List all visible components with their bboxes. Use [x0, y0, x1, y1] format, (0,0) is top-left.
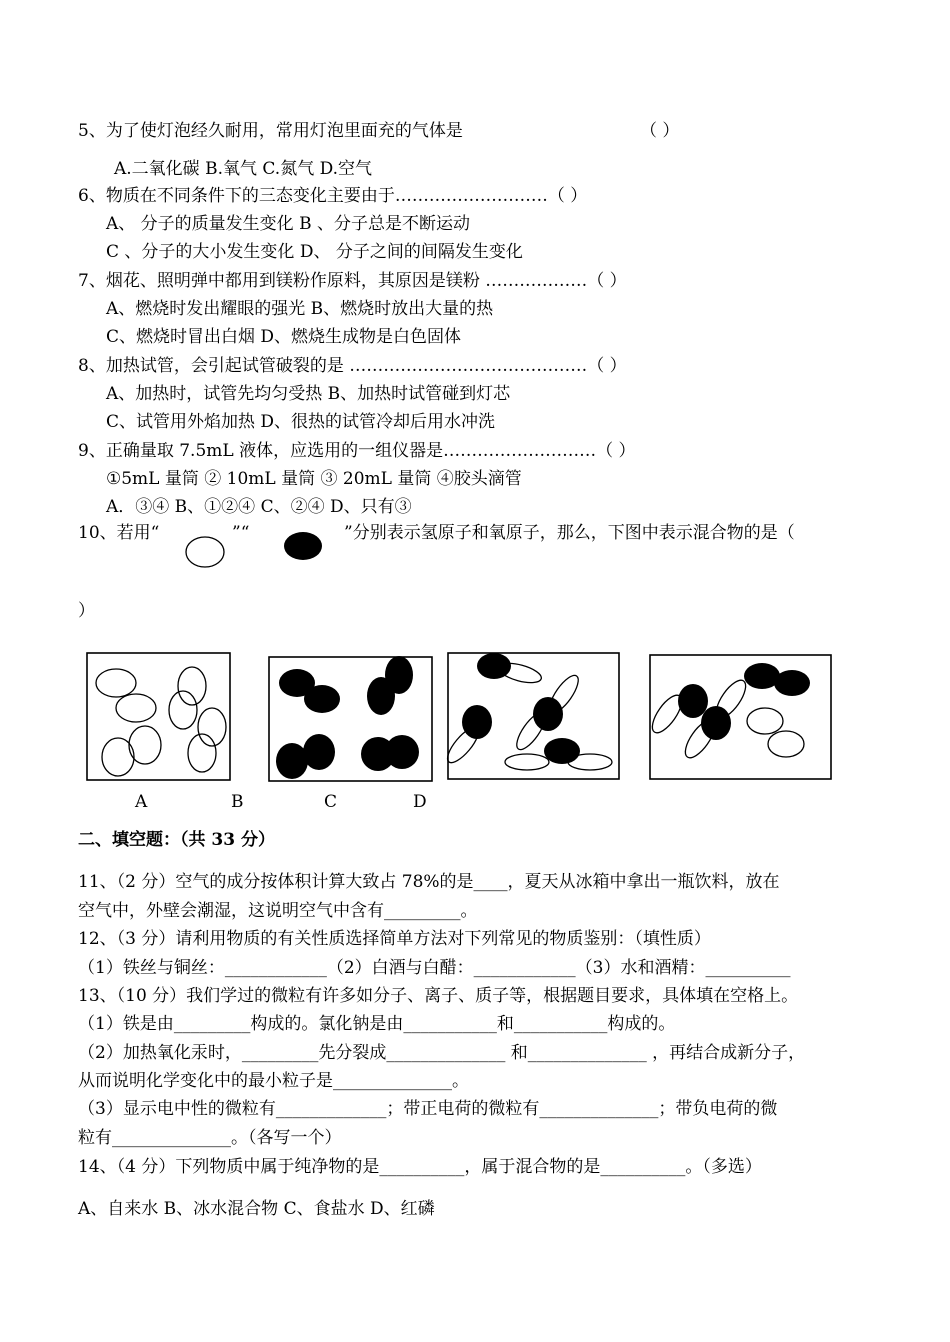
q13-line-4: 从而说明化学变化中的最小粒子是______________。	[78, 1071, 469, 1091]
oxygen-atom-legend	[284, 532, 322, 560]
diagram-box-b	[269, 656, 432, 781]
section-2-title: 二、填空题：（共 33 分）	[78, 830, 275, 850]
box-label-a: A	[135, 792, 148, 812]
q10-stem-close: ）	[78, 601, 95, 621]
q5-answer-bracket: （ ）	[640, 121, 680, 141]
q13-line-6: 粒有______________。（各写一个）	[78, 1128, 342, 1148]
q6-options-cd: C 、分子的大小发生变化 D、 分子之间的间隔发生变化	[106, 242, 523, 262]
q11-line-1: 11、（2 分）空气的成分按体积计算大致占 78%的是____，夏天从冰箱中拿出一瓶饮料，放在	[78, 872, 780, 892]
diagram-box-a	[87, 653, 230, 780]
q8-options-cd: C、试管用外焰加热 D、很热的试管冷却后用水冲洗	[106, 412, 496, 432]
q13-line-2: （1）铁是由_________构成的。氯化钠是由___________和___________构成的。	[78, 1014, 676, 1034]
diagram-box-c	[443, 653, 619, 779]
box-label-c: C	[324, 792, 338, 812]
hydrogen-atom-legend	[186, 537, 224, 567]
q13-line-1: 13、（10 分）我们学过的微粒有许多如分子、离子、质子等，根据题目要求，具体填在空格上。	[78, 986, 799, 1006]
q10-stem-mid: ”“	[232, 523, 250, 543]
q8-options-ab: A、加热时，试管先均匀受热 B、加热时试管碰到灯芯	[106, 384, 511, 404]
q12-line-1: 12、（3 分）请利用物质的有关性质选择简单方法对下列常见的物质鉴别：（填性质）	[78, 929, 711, 949]
q7-stem: 7、烟花、照明弹中都用到镁粉作原料，其原因是镁粉 ………………（ ）	[78, 271, 627, 291]
q5-options: A.二氧化碳 B.氧气 C.氮气 D.空气	[114, 159, 373, 179]
q14-line-1: 14、（4 分）下列物质中属于纯净物的是__________，属于混合物的是__________。（多选）	[78, 1157, 762, 1177]
q13-line-5: （3）显示电中性的微粒有_____________；带正电荷的微粒有______________；带负电荷的微	[78, 1099, 778, 1119]
q9-options: A．③④ B、①②④ C、②④ D、只有③	[106, 497, 412, 517]
q14-options: A、自来水 B、冰水混合物 C、食盐水 D、红磷	[78, 1199, 435, 1219]
q12-line-2: （1）铁丝与铜丝：____________（2）白酒与白醋：____________（3）水和酒精：__________	[78, 958, 791, 978]
q10-stem-start: 10、若用“	[78, 523, 160, 543]
q7-options-ab: A、燃烧时发出耀眼的强光 B、燃烧时放出大量的热	[106, 299, 494, 319]
box-label-b: B	[231, 792, 244, 812]
q9-instruments: ①5mL 量筒 ② 10mL 量筒 ③ 20mL 量筒 ④胶头滴管	[106, 469, 522, 489]
q13-line-3: （2）加热氧化汞时，_________先分裂成______________ 和______________ ，再结合成新分子，	[78, 1043, 806, 1063]
q9-stem: 9、正确量取 7.5mL 液体，应选用的一组仪器是………………………（ ）	[78, 441, 636, 461]
q7-options-cd: C、燃烧时冒出白烟 D、燃烧生成物是白色固体	[106, 327, 462, 347]
q10-stem-end: ”分别表示氢原子和氧原子，那么，下图中表示混合物的是（	[344, 523, 795, 543]
q11-line-2: 空气中，外壁会潮湿，这说明空气中含有_________。	[78, 901, 478, 921]
diagram-box-d	[647, 655, 831, 779]
q6-options-ab: A、 分子的质量发生变化 B 、分子总是不断运动	[106, 214, 470, 234]
q6-stem: 6、物质在不同条件下的三态变化主要由于………………………（ ）	[78, 186, 588, 206]
box-label-d: D	[413, 792, 427, 812]
q5-stem: 5、为了使灯泡经久耐用，常用灯泡里面充的气体是	[78, 121, 463, 141]
q8-stem: 8、加热试管，会引起试管破裂的是 ……………………………………（ ）	[78, 356, 627, 376]
